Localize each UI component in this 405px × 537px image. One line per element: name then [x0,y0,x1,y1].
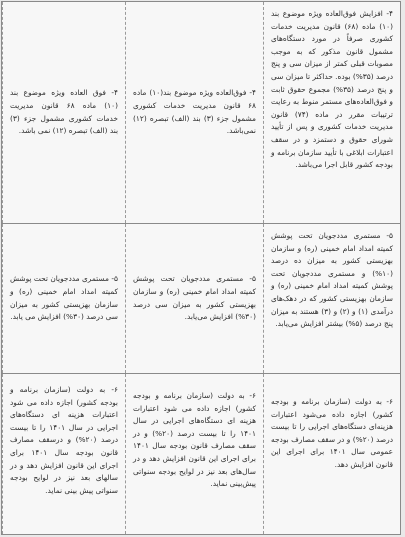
cell-text: ۴- فوق العاده ویژه موضوع بند (۱۰) ماده ۶۸ قانون مدیریت خدمات کشوری مشمول جزء (۳) بند (الف) تبصره (۱۲) نمی باشد. [10,88,118,136]
table-cell-column-3 [2,374,125,534]
table-cell-column-2 [125,374,263,534]
table-cell-column-2 [125,2,263,223]
table-row [2,224,400,374]
cell-text: ۶- به دولت (سازمان برنامه و بودجه کشور) اجازه داده می شود اعتبارات هزینه ای دستگاه‌های اجرایی در سال ۱۴۰۱ را تا بیست درصد (۲۰%) و درسقف مصارف قانون بودجه سال ۱۴۰۱ برای اجرای این قانون افزایش دهد و در سالهای بعد نیز در لوایح بودجه سنواتی پیش بینی نماید. [10,385,118,495]
table-cell-column-1 [263,2,400,223]
table-cell-column-2 [125,224,263,373]
comparison-table [1,1,401,535]
table-cell-column-1 [263,224,400,373]
cell-text: ۴- فوق‌العاده ویژه موضوع بند(۱۰) ماده ۶۸ قانون مدیریت خدمات کشوری مشمول جزء (۳) بند (الف) تبصره (۱۲) نمی‌باشد. [133,88,257,136]
table-cell-column-1 [263,374,400,534]
cell-text: ۶- به دولت (سازمان برنامه و بودجه کشور) اجازه داده می شود اعتبارات هزینه ای دستگاه‌های اجرایی در سال ۱۴۰۱ را تا بیست درصد (۲۰%) و در سقف مصارف قانون بودجه سال ۱۴۰۱ برای اجرای این قانون افزایش دهد و در سال‌های بعد نیز در لوایح بودجه سنواتی پیش‌بینی نماید. [133,391,256,489]
cell-text: ۶- به دولت (سازمان برنامه و بودجه کشور) اجازه داده می‌شود اعتبارات هزینه‌ای دستگاه‌های اجرایی را تا بیست درصد (۲۰%) و در سقف مصارف بودجه عمومی سال ۱۴۰۱ برای اجرای این قانون افزایش دهد. [271,397,394,469]
table-row [2,2,400,224]
cell-text: ۴- افزایش فوق‌العاده ویژه موضوع بند (۱۰) ماده (۶۸) قانون مدیریت خدمات کشوری صرفاً در مورد دستگاه‌های مشمول قانون مذکور که به موجب مصوبات قبلی کمتر از میزان سی و پنج درصد (۳۵%) بوده. حداکثر تا میزان سی و پنج درصد (۳۵%) مجموع حقوق ثابت و فوق‌العاده‌های مستمر منوط به رعایت ترتیبات مقرر در ماده (۷۴) قانون مدیریت خدمات کشوری و پس از تأیید شورای حقوق و دستمزد و در سقف اعتبارات ابلاغی با تأیید سازمان برنامه و بودجه کشور قابل اجرا می‌باشد. [271,9,394,170]
table-cell-column-3 [2,2,125,223]
cell-text: ۵- مستمری مددجویان تحت پوشش کمیته امداد امام خمینی (ره) و سازمان بهزیستی کشور به میزان ده درصد (۱۰%) و مستمری مددجویان تحت پوشش کمیته امداد امام خمینی (ره) و سازمان بهزیستی کشور که در دهک‌های درآمدی (۱) و (۲) و (۳) هستند به میزان پنج درصد (۵%) بیشتر افزایش می‌یابد. [271,231,393,329]
table-cell-column-3 [2,224,125,373]
cell-text: ۵- مستمری مددجویان تحت پوشش کمیته امداد امام خمینی (ره) و سازمان بهزیستی کشور به میزان سی درصد (۳۰%) افزایش می‌یابد. [133,274,256,322]
cell-text: ۵- مستمری مددجویان تحت پوشش کمیته امداد امام خمینی (ره) و سازمان بهزیستی کشور به میزان سی درصد (۳۰%) افزایش می یابد. [10,274,118,322]
table-row [2,374,400,534]
